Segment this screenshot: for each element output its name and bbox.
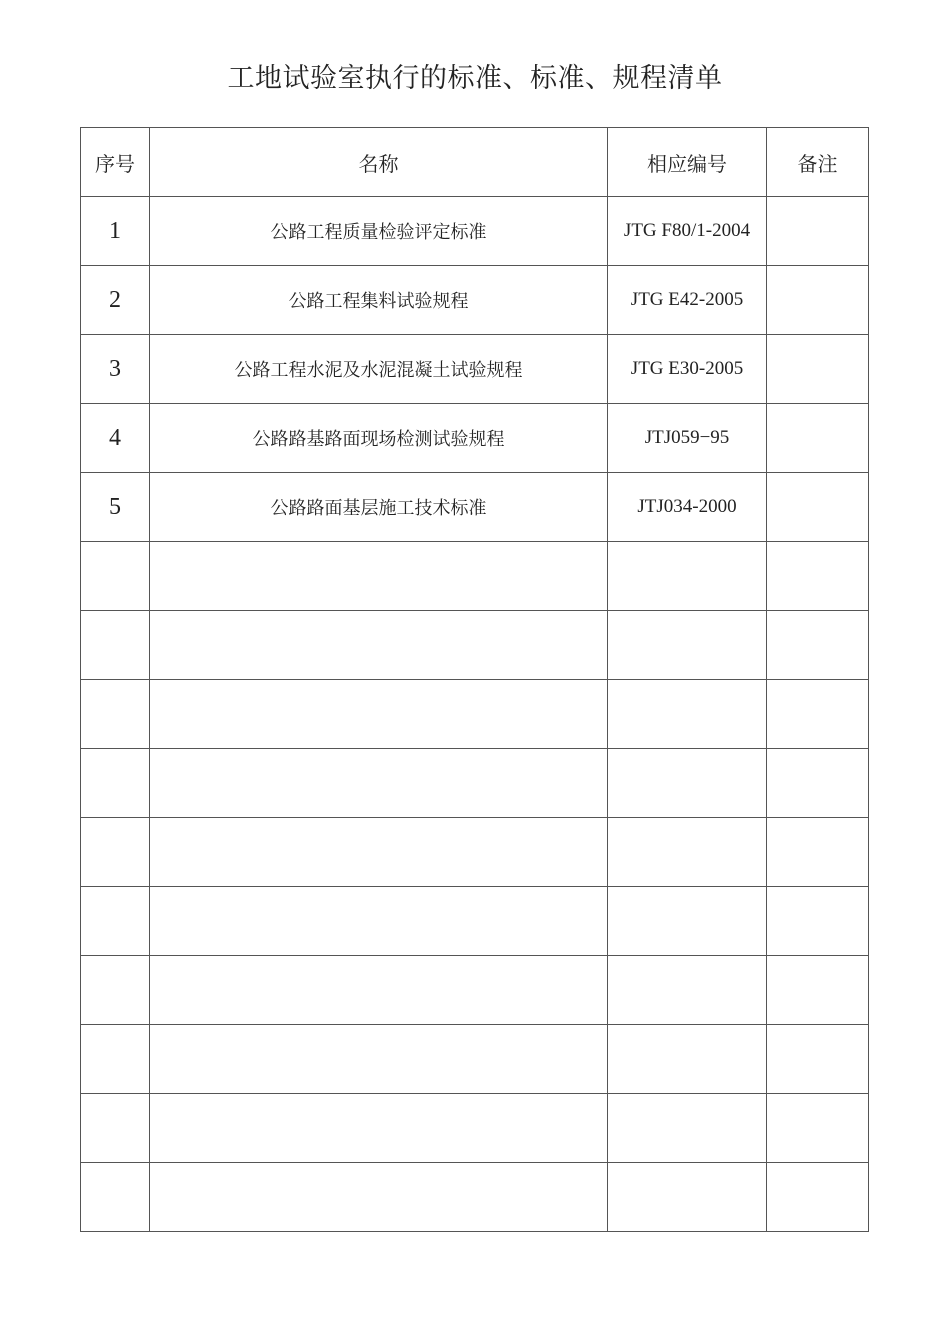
cell-code: JTJ059−95 [608,404,767,473]
header-name: 名称 [150,128,608,197]
cell-name [150,749,608,818]
standards-table [80,127,869,1232]
cell-code [608,887,767,956]
cell-note [767,680,869,749]
table-header-row [81,128,869,197]
cell-seq [81,749,150,818]
cell-name [150,956,608,1025]
header-seq: 序号 [81,128,150,197]
cell-note [767,956,869,1025]
table-row [81,197,869,266]
cell-seq [81,887,150,956]
cell-seq [81,680,150,749]
cell-note [767,542,869,611]
cell-note [767,197,869,266]
table-row [81,956,869,1025]
cell-note [767,749,869,818]
cell-name: 公路路基路面现场检测试验规程 [150,404,608,473]
table-row [81,266,869,335]
cell-code: JTG E42-2005 [608,266,767,335]
cell-name: 公路路面基层施工技术标准 [150,473,608,542]
table-body [81,197,869,1232]
cell-code [608,749,767,818]
cell-seq: 2 [81,266,150,335]
header-code: 相应编号 [608,128,767,197]
cell-seq [81,818,150,887]
cell-seq [81,1163,150,1232]
cell-note [767,1163,869,1232]
table-row [81,1025,869,1094]
cell-seq [81,611,150,680]
cell-code [608,1094,767,1163]
cell-name [150,1025,608,1094]
table-row [81,887,869,956]
cell-code [608,680,767,749]
table-row [81,542,869,611]
cell-seq: 3 [81,335,150,404]
table-row [81,335,869,404]
cell-code [608,956,767,1025]
cell-name [150,887,608,956]
cell-note [767,818,869,887]
cell-seq: 5 [81,473,150,542]
cell-note [767,1094,869,1163]
cell-name [150,542,608,611]
header-note: 备注 [767,128,869,197]
table-row [81,1094,869,1163]
cell-code: JTG E30-2005 [608,335,767,404]
cell-seq: 1 [81,197,150,266]
cell-note [767,404,869,473]
cell-note [767,1025,869,1094]
table-row [81,680,869,749]
cell-name [150,611,608,680]
cell-code [608,818,767,887]
cell-name [150,1163,608,1232]
document-title: 工地试验室执行的标准、标准、规程清单 [227,63,723,94]
table-row [81,611,869,680]
cell-seq [81,1025,150,1094]
cell-name [150,680,608,749]
cell-seq [81,956,150,1025]
cell-name: 公路工程质量检验评定标准 [150,197,608,266]
cell-seq [81,542,150,611]
cell-code [608,1163,767,1232]
table-row [81,749,869,818]
cell-name: 公路工程集料试验规程 [150,266,608,335]
cell-code: JTG F80/1-2004 [608,197,767,266]
cell-note [767,473,869,542]
table-row [81,473,869,542]
cell-code [608,1025,767,1094]
cell-note [767,611,869,680]
cell-code [608,611,767,680]
cell-note [767,335,869,404]
cell-name [150,818,608,887]
table-row [81,818,869,887]
cell-code: JTJ034-2000 [608,473,767,542]
table-row [81,1163,869,1232]
cell-note [767,266,869,335]
table-row [81,404,869,473]
cell-note [767,887,869,956]
cell-name: 公路工程水泥及水泥混凝土试验规程 [150,335,608,404]
cell-code [608,542,767,611]
cell-seq [81,1094,150,1163]
cell-name [150,1094,608,1163]
cell-seq: 4 [81,404,150,473]
